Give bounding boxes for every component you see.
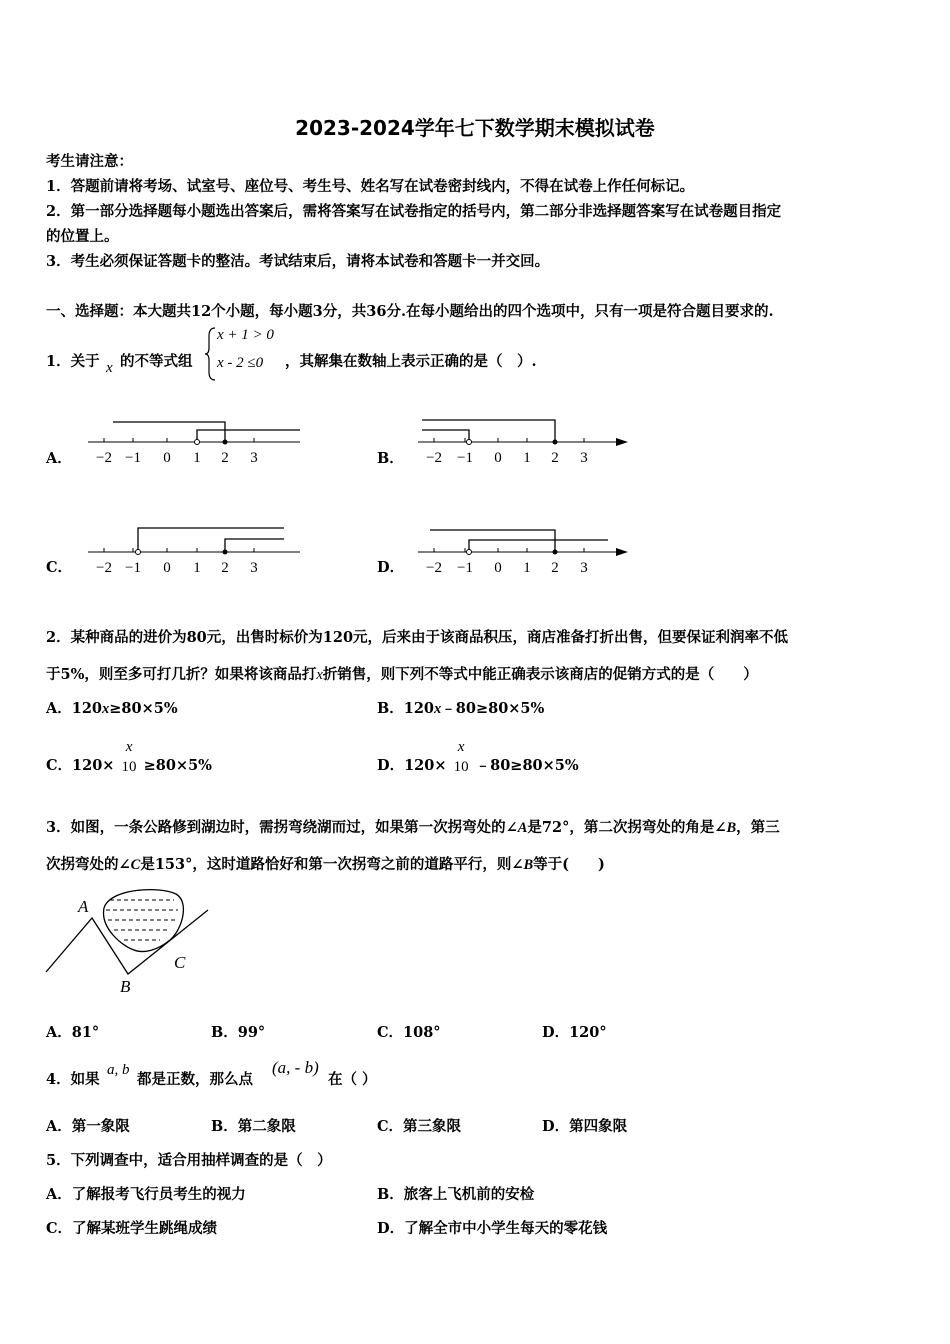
point-label-b: B <box>120 977 131 996</box>
q4-option-b: B．第二象限 <box>211 1118 296 1135</box>
q3-option-a: A．81° <box>46 1024 100 1041</box>
tick-label: 1 <box>193 560 201 576</box>
section-heading: 一、选择题：本大题共12个小题，每小题3分，共36分.在每小题给出的四个选项中，只有一项是符合题目要求的. <box>46 303 774 320</box>
number-line-a <box>80 414 310 474</box>
q5-option-c: C．了解某班学生跳绳成绩 <box>46 1220 218 1237</box>
tick-label: −2 <box>96 560 112 576</box>
tick-label: 0 <box>494 450 502 466</box>
q2-option-c: C．120× x 10 ≥80×5% <box>46 746 212 786</box>
brace-icon <box>203 326 217 382</box>
q3-stem-line1: 3．如图，一条公路修到湖边时，需拐弯绕湖而过，如果第一次拐弯处的∠A是72°，第二次拐弯处的角是∠B，第三 <box>46 819 780 836</box>
q1-option-c-label: C． <box>46 559 73 576</box>
tick-label: −2 <box>426 450 442 466</box>
tick-label: 3 <box>580 560 588 576</box>
tick-label: 0 <box>163 450 171 466</box>
q3-option-c: C．108° <box>377 1024 441 1041</box>
q1-inequality-2: x - 2 ≤0 <box>217 355 264 371</box>
tick-label: 2 <box>551 560 559 576</box>
q1-suffix: ，其解集在数轴上表示正确的是（ ）. <box>285 353 537 370</box>
tick-label: 3 <box>250 560 258 576</box>
q1-mid: 的不等式组 <box>120 353 193 370</box>
q4-mid: 都是正数，那么点 <box>137 1071 253 1088</box>
q2-option-b: B．120x﹣80≥80×5% <box>377 700 545 717</box>
q2-stem-line2: 于5%，则至多可打几折？如果将该商品打x折销售，则下列不等式中能正确表示该商店的促销方式的是（ ） <box>46 666 758 683</box>
point-label-c: C <box>174 953 186 972</box>
q3-option-d: D．120° <box>542 1024 607 1041</box>
tick-label: −1 <box>125 450 141 466</box>
notice-item: 的位置上。 <box>46 228 119 245</box>
tick-label: 3 <box>250 450 258 466</box>
q3-option-b: B．99° <box>211 1024 266 1041</box>
number-line-b <box>410 414 640 474</box>
tick-label: −1 <box>457 560 473 576</box>
q1-option-b-label: B． <box>377 450 404 467</box>
page-title: 2023-2024学年七下数学期末模拟试卷 <box>295 116 655 140</box>
tick-label: 3 <box>580 450 588 466</box>
q5-option-b: B．旅客上飞机前的安检 <box>377 1186 535 1203</box>
notice-heading: 考生请注意： <box>46 153 133 170</box>
q4-vars: a, b <box>107 1062 130 1078</box>
tick-label: 0 <box>494 560 502 576</box>
lake-road-diagram <box>40 880 220 1000</box>
q1-option-a-label: A． <box>46 450 72 467</box>
q4-prefix: 4．如果 <box>46 1071 100 1088</box>
tick-label: 2 <box>221 450 229 466</box>
tick-label: −1 <box>125 560 141 576</box>
q5-option-d: D．了解全市中小学生每天的零花钱 <box>377 1220 608 1237</box>
q1-prefix: 1．关于 <box>46 353 100 370</box>
q2-option-d: D．120× x 10 ﹣80≥80×5% <box>377 746 579 786</box>
tick-label: 2 <box>221 560 229 576</box>
notice-item: 2．第一部分选择题每小题选出答案后，需将答案写在试卷指定的括号内，第二部分非选择题答案写在试卷题目指定 <box>46 203 782 220</box>
tick-label: 2 <box>551 450 559 466</box>
q1-inequality-1: x + 1 > 0 <box>217 327 274 343</box>
q1-option-d-label: D． <box>377 559 405 576</box>
q2-stem-line1: 2．某种商品的进价为80元，出售时标价为120元，后来由于该商品积压，商店准备打折出售，但要保证利润率不低 <box>46 629 789 646</box>
number-line-c <box>80 522 310 582</box>
point-label-a: A <box>78 897 89 916</box>
tick-label: 1 <box>193 450 201 466</box>
fraction: x 10 <box>453 739 469 775</box>
q5-option-a: A．了解报考飞行员考生的视力 <box>46 1186 246 1203</box>
tick-label: −2 <box>96 450 112 466</box>
q4-point: (a, - b) <box>272 1058 319 1077</box>
tick-label: 1 <box>523 560 531 576</box>
fraction: x 10 <box>121 739 137 775</box>
q1-var: x <box>106 360 113 376</box>
tick-label: −1 <box>457 450 473 466</box>
notice-item: 3．考生必须保证答题卡的整洁。考试结束后，请将本试卷和答题卡一并交回。 <box>46 253 550 270</box>
q2-option-a: A．120x≥80×5% <box>46 700 178 717</box>
notice-item: 1．答题前请将考场、试室号、座位号、考生号、姓名写在试卷密封线内，不得在试卷上作任何标记。 <box>46 178 695 195</box>
number-line-d <box>410 522 640 582</box>
q5-stem: 5．下列调查中，适合用抽样调查的是（ ） <box>46 1152 332 1169</box>
q4-option-a: A．第一象限 <box>46 1118 130 1135</box>
q3-stem-line2: 次拐弯处的∠C是153°，这时道路恰好和第一次拐弯之前的道路平行，则∠B等于( ) <box>46 856 605 873</box>
tick-label: 1 <box>523 450 531 466</box>
tick-label: 0 <box>163 560 171 576</box>
q4-option-c: C．第三象限 <box>377 1118 462 1135</box>
q4-suffix: 在（ ） <box>328 1071 377 1088</box>
tick-label: −2 <box>426 560 442 576</box>
q4-option-d: D．第四象限 <box>542 1118 628 1135</box>
